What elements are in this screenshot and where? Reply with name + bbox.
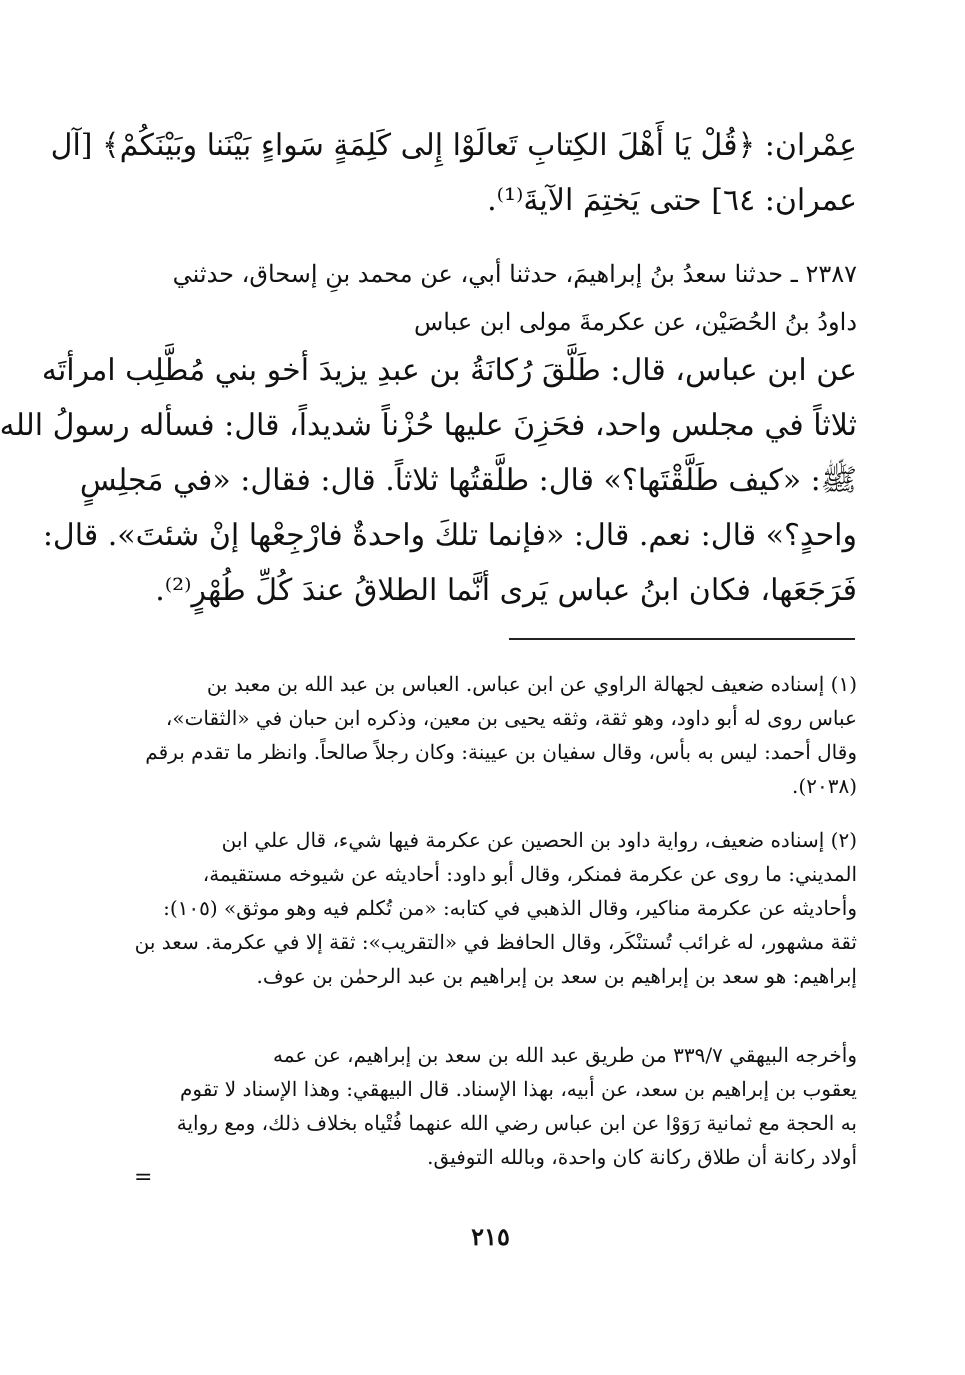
footnote-line: (٢٠٣٨). <box>792 774 857 798</box>
footnote-divider <box>509 638 855 640</box>
footnote-line: المديني: ما روى عن عكرمة فمنكر، وقال أبو داود: أحاديثه عن شيوخه مستقيمة، <box>202 862 857 886</box>
footnote-line: (١) إسناده ضعيف لجهالة الراوي عن ابن عباس. العباس بن عبد الله بن معبد بن <box>206 672 857 696</box>
footnote-line: وقال أحمد: ليس به بأس، وقال سفيان بن عيينة: وكان رجلاً صالحاً. وانظر ما تقدم برقم <box>145 740 857 764</box>
footnote-line: وأحاديثه عن عكرمة مناكير، وقال الذهبي في كتابه: «من تُكلم فيه وهو موثق» (١٠٥): <box>163 896 857 920</box>
footnote-line: أولاد ركانة أن طلاق ركانة كان واحدة، وبالله التوفيق. <box>427 1145 857 1169</box>
text-line: داودُ بنُ الحُصَيْن، عن عكرمةَ مولى ابن عباس <box>413 308 857 336</box>
text-line: عن ابن عباس، قال: طَلَّقَ رُكانَةُ بن عبدِ يزيدَ أخو بني مُطَّلِب امرأتَه <box>41 353 857 388</box>
hadith-text <box>0 343 857 618</box>
quran-paragraph <box>50 118 857 228</box>
footnote-2-continued <box>121 1038 857 1174</box>
text-line: فَرَجَعَها، فكان ابنُ عباس يَرى أنَّما الطلاقُ عندَ كُلِّ طُهْرٍ⁽²⁾. <box>155 573 857 608</box>
text-line: ﷺ: «كيف طَلَّقْتَها؟» قال: طلَّقتُها ثلاثاً. قال: فقال: «في مَجلِسٍ <box>79 463 857 498</box>
footnote-1 <box>121 667 857 803</box>
footnote-line: وأخرجه البيهقي ٣٣٩/٧ من طريق عبد الله بن سعد بن إبراهيم، عن عمه <box>273 1043 857 1067</box>
footnote-line: به الحجة مع ثمانية رَوَوْا عن ابن عباس رضي الله عنهما فُتْياه بخلاف ذلك، ومع رواية <box>176 1111 857 1135</box>
footnote-2 <box>121 823 857 993</box>
footnote-line: (٢) إسناده ضعيف، رواية داود بن الحصين عن عكرمة فيها شيء، قال علي ابن <box>221 828 857 852</box>
footnote-line: إبراهيم: هو سعد بن إبراهيم بن سعد بن إبراهيم بن عبد الرحمٰن بن عوف. <box>256 964 857 988</box>
text-line: ثلاثاً في مجلس واحد، فحَزِنَ عليها حُزْناً شديداً، قال: فسأله رسولُ الله <box>0 408 857 443</box>
footnote-line: يعقوب بن إبراهيم بن سعد، عن أبيه، بهذا الإسناد. قال البيهقي: وهذا الإسناد لا تقوم <box>180 1077 857 1101</box>
text-line: عِمْران: ﴿قُلْ يَا أَهْلَ الكِتابِ تَعالَوْا إِلى كَلِمَةٍ سَواءٍ بَيْنَنا وبَيْنَكُمْ﴾ [آل <box>50 128 857 163</box>
hadith-chain <box>121 250 857 346</box>
continuation-mark: = <box>134 1165 153 1190</box>
text-line: عمران: ٦٤] حتى يَختِمَ الآيةَ⁽¹⁾. <box>487 183 857 218</box>
footnote-line: ثقة مشهور، له غرائب تُستنْكَر، وقال الحافظ في «التقريب»: ثقة إلا في عكرمة. سعد بن <box>134 930 857 954</box>
page-number: ٢١٥ <box>471 1222 510 1251</box>
text-line: ٢٣٨٧ ـ حدثنا سعدُ بنُ إبراهيمَ، حدثنا أبي، عن محمد بنِ إسحاق، حدثني <box>172 260 857 288</box>
text-line: واحدٍ؟» قال: نعم. قال: «فإنما تلكَ واحدةٌ فارْجِعْها إنْ شئتَ». قال: <box>42 518 857 553</box>
footnote-line: عباس روى له أبو داود، وهو ثقة، وثقه يحيى بن معين، وذكره ابن حبان في «الثقات»، <box>165 706 857 730</box>
